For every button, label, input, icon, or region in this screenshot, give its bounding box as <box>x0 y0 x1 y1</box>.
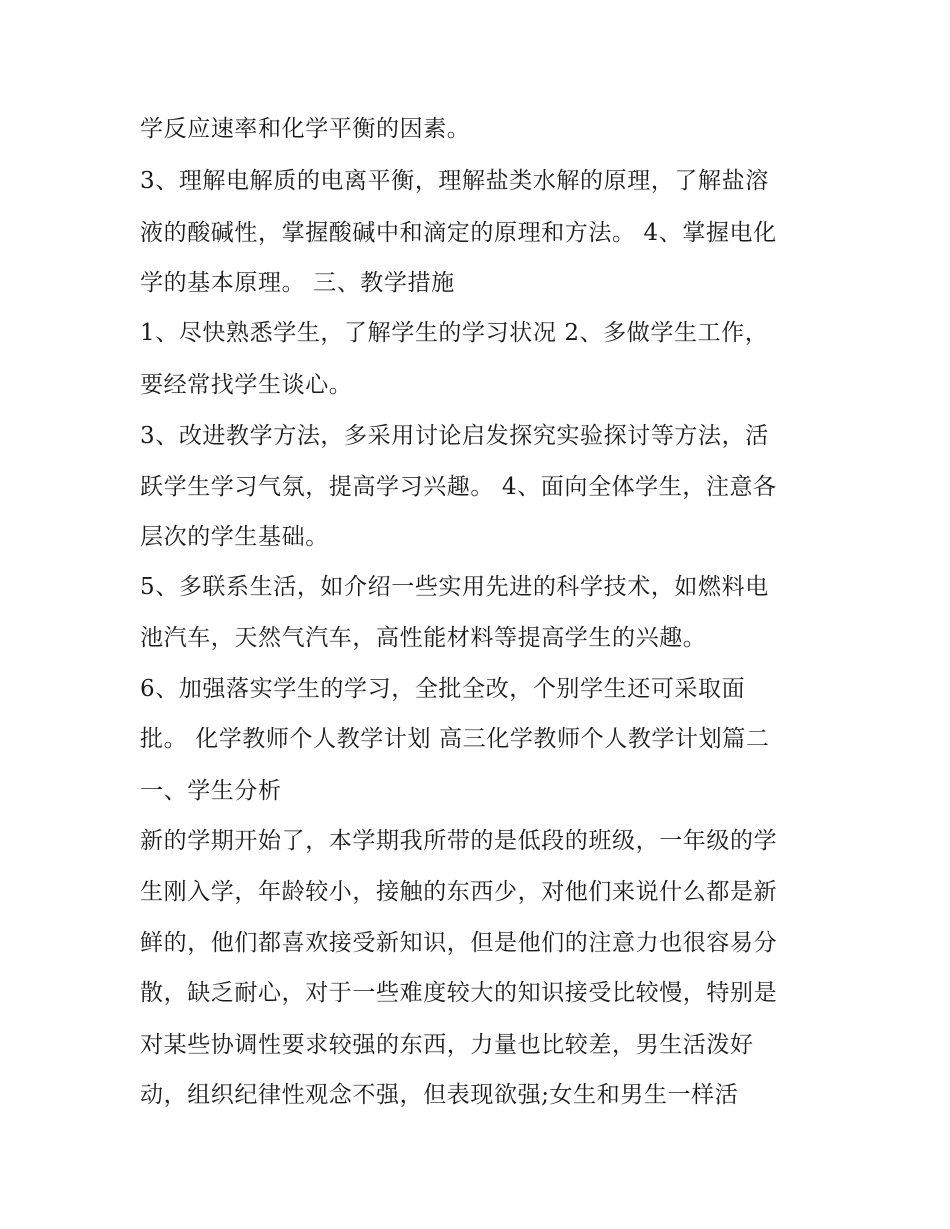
text-line: 5、多联系生活，如介绍一些实用先进的科学技术，如燃料电 <box>140 574 769 600</box>
text-line: 1、尽快熟悉学生，了解学生的学习状况 2、多做学生工作， <box>140 320 769 346</box>
text-line: 液的酸碱性，掌握酸碱中和滴定的原理和方法。 4、掌握电化 <box>140 220 777 246</box>
text-line: 池汽车，天然气汽车，高性能材料等提高学生的兴趣。 <box>140 625 707 651</box>
text-line: 3、理解电解质的电离平衡，理解盐类水解的原理，了解盐溶 <box>140 168 769 194</box>
text-line: 一、学生分析 <box>140 778 282 804</box>
text-line: 新的学期开始了，本学期我所带的是低段的班级，一年级的学 <box>140 828 778 854</box>
text-line: 对某些协调性要求较强的东西，力量也比较差，男生活泼好 <box>140 1032 754 1058</box>
text-line: 散，缺乏耐心，对于一些难度较大的知识接受比较慢，特别是 <box>140 980 778 1006</box>
text-line: 动，组织纪律性观念不强，但表现欲强;女生和男生一样活 <box>140 1082 739 1108</box>
text-line: 学的基本原理。 三、教学措施 <box>140 270 455 296</box>
text-line: 批。 化学教师个人教学计划 高三化学教师个人教学计划篇二 <box>140 726 770 752</box>
text-line: 要经常找学生谈心。 <box>140 372 353 398</box>
text-line: 生刚入学，年龄较小，接触的东西少，对他们来说什么都是新 <box>140 879 778 905</box>
text-line: 跃学生学习气氛，提高学习兴趣。 4、面向全体学生，注意各 <box>140 474 777 500</box>
text-line: 学反应速率和化学平衡的因素。 <box>140 116 471 142</box>
text-line: 6、加强落实学生的学习，全批全改，个别学生还可采取面 <box>140 676 746 702</box>
text-line: 层次的学生基础。 <box>140 524 329 550</box>
text-line: 鲜的，他们都喜欢接受新知识，但是他们的注意力也很容易分 <box>140 930 778 956</box>
text-line: 3、改进教学方法，多采用讨论启发探究实验探讨等方法，活 <box>140 423 769 449</box>
